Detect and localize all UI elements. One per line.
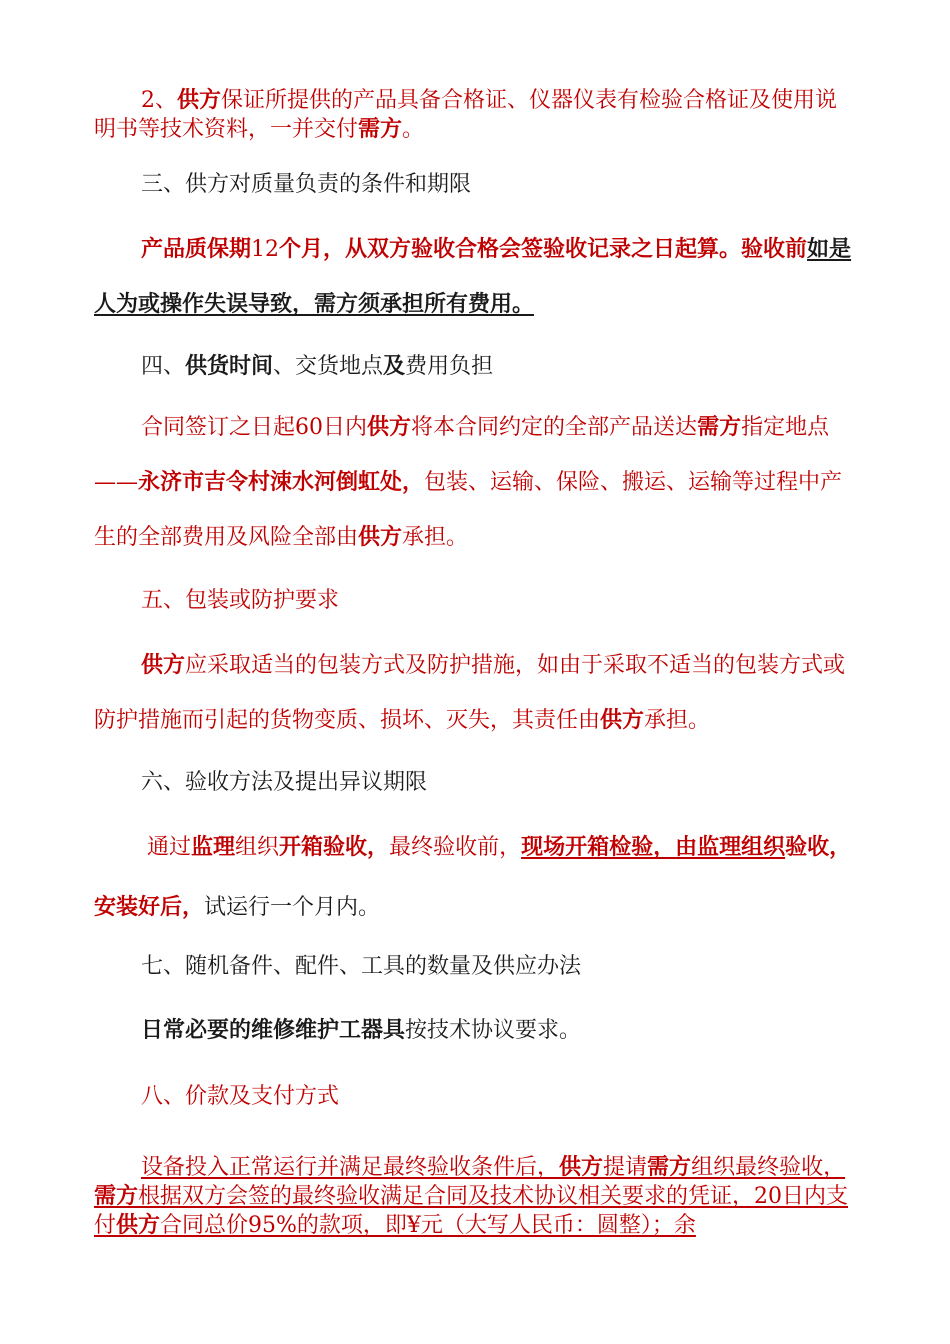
supplier-term: 供方: [177, 88, 222, 113]
paragraph-acceptance: [94, 818, 856, 938]
delivery-text-5: 包装、运输、保险、搬运、运输等过程中产生的全部费用及风险全部由: [94, 470, 843, 550]
acceptance-onsite: 现场开箱检验，由监理组织: [521, 835, 786, 860]
acceptance-open-box: 开箱验收，: [279, 835, 390, 860]
paragraph-payment: [94, 1153, 856, 1240]
section-heading-packaging: 五、包装或防护要求: [141, 588, 340, 613]
heading-cost: 费用负担: [405, 354, 494, 379]
acceptance-install: 验收，安装好后，: [94, 835, 852, 920]
delivery-text-2: 日内: [323, 415, 368, 440]
paragraph-certificates: [94, 86, 856, 144]
paragraph-text: 保证所提供的产品具备合格证、仪器仪表有检验合格证及使用说明书等技术资料，一并交付: [94, 88, 838, 142]
warranty-text: 产品质保期: [141, 237, 252, 262]
delivery-text: 合同签订之日起: [141, 415, 296, 440]
payment-text-4: 根据双方会签的最终验收满足合同及技术协议相关要求的凭证，20日内支付: [94, 1184, 849, 1238]
spares-tools: 日常必要的维修维护工器具: [141, 1018, 406, 1043]
supplier-term: 供方: [358, 525, 403, 550]
supplier-term: 供方: [559, 1155, 604, 1180]
supplier-term: 供方: [116, 1213, 161, 1238]
acceptance-text-2: 组织: [235, 835, 280, 860]
payment-text: 设备投入正常运行并满足最终验收条件后，: [141, 1155, 560, 1180]
delivery-text-3: 将本合同约定的全部产品送达: [411, 415, 698, 440]
delivery-days: 60: [295, 415, 324, 440]
item-number: 2、: [141, 88, 177, 113]
delivery-text-6: 承担。: [402, 525, 469, 550]
acceptance-text: 通过: [147, 835, 192, 860]
heading-delivery-time: 供货时间: [185, 354, 274, 379]
payment-text-5: 合同总价95%的款项，即¥元（大写人民币：圆整）；余: [160, 1213, 696, 1238]
warranty-text-2: 个月，从双方验收合格会签验收记录之日起算。验收前: [279, 237, 808, 262]
buyer-term: 需方: [94, 1184, 139, 1209]
packaging-text: 应采取适当的包装方式及防护措施，如由于采取不适当的包装方式或防护措施而引起的货物变质、损坏、灭失，其责任由: [94, 653, 846, 733]
section-heading-delivery: [94, 352, 856, 382]
supervisor-term: 监理: [191, 835, 236, 860]
heading-number: 四、: [141, 354, 186, 379]
warranty-months: 12: [251, 237, 280, 262]
heading-and: 及: [383, 354, 406, 379]
paragraph-delivery: [94, 400, 856, 565]
payment-text-3: 组织最终验收，: [691, 1155, 846, 1180]
buyer-term: 需方: [647, 1155, 692, 1180]
buyer-term: 需方: [358, 117, 403, 142]
delivery-text-4: 指定地点——: [94, 415, 830, 495]
paragraph-packaging: [94, 638, 856, 748]
period: 。: [402, 117, 425, 142]
paragraph-spares: [94, 1016, 856, 1046]
supplier-term: 供方: [367, 415, 412, 440]
spares-text: 按技术协议要求。: [405, 1018, 582, 1043]
warranty-liability: 如是人为或操作失误导致，需方须承担所有费用。: [94, 237, 852, 317]
packaging-text-2: 承担。: [644, 708, 711, 733]
section-heading-payment: 八、价款及支付方式: [141, 1084, 340, 1109]
acceptance-text-3: 最终验收前，: [389, 835, 522, 860]
buyer-term: 需方: [697, 415, 742, 440]
acceptance-trial: 试运行一个月内。: [204, 895, 381, 920]
heading-delivery-place: 、交货地点: [273, 354, 384, 379]
supplier-term: 供方: [600, 708, 645, 733]
payment-text-2: 提请: [603, 1155, 648, 1180]
section-heading-spares: 七、随机备件、配件、工具的数量及供应办法: [141, 954, 582, 979]
delivery-location: 永济市吉令村涑水河倒虹处，: [138, 470, 425, 495]
section-heading-acceptance: 六、验收方法及提出异议期限: [141, 770, 428, 795]
section-heading-quality: 三、供方对质量负责的条件和期限: [141, 172, 472, 197]
supplier-term: 供方: [141, 653, 186, 678]
paragraph-warranty: [94, 222, 856, 332]
